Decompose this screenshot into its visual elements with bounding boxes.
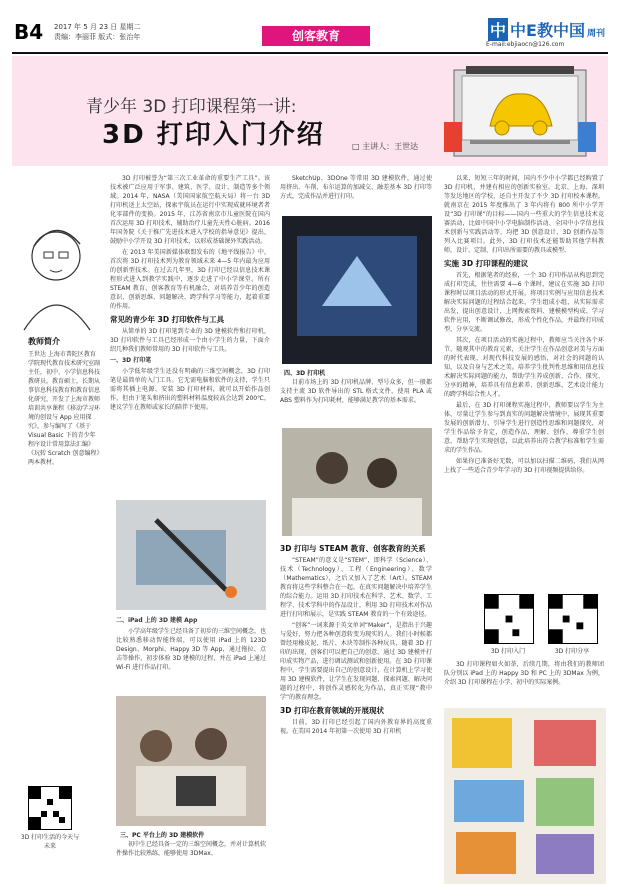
lecturer-line: □ 主讲人：王世达 [352, 142, 419, 151]
paragraph: 3D 打印课程如火如荼，后续几期，将由我们的教师团队分别以 iPad 上的 Happy 3D 和 PC 上的 3DMax 为例，介绍 3D 打印课程在小学、初中的实际案例。 [444, 661, 604, 686]
article-title: 3D 打印入门介绍 [102, 120, 325, 150]
paragraph: 首先，根据笔者的经验，一个 3D 打印作品从构思到完成打印完成，往往需要 4—6 个课时，建议在实施 3D 打印课程时以项目活动的形式开展，将项目实例与应用信息技术解决实际问题的过程结合起来，学生组成小组，从实际需求出发，提出创意设计，上网搜索资料、建模模型构成、学习软件应用，不断调试修改，形成个性化作品，并最终打印成型、分享交流。 [444, 272, 604, 333]
logo-side: 周刊 [586, 29, 605, 39]
page-number: B4 [14, 20, 44, 44]
printer-section [280, 378, 432, 424]
section-badge: 创客教育 [262, 26, 370, 46]
pc-section-text: 初中生已经具备一定的三维空间概念，并对计算机软件操作比较熟练，能够使用 3DMax、 [116, 841, 266, 857]
section-heading: 3D 打印与 STEAM 教育、创客教育的关系 [280, 544, 426, 553]
figure-caption: 三、PC 平台上的 3D 建模软件 [120, 832, 205, 839]
article-column-2-top [280, 174, 432, 214]
paragraph: 如果你已准备好无数，可以加以扫描二维码，我们从网上找了一些适合青少年学习的 3D 打印视频提供给你。 [444, 458, 604, 474]
student-works-photo [444, 708, 606, 884]
article-subtitle: 青少年 3D 打印课程第一讲: [86, 97, 297, 117]
classroom-photo [116, 696, 266, 826]
article-column-2 [280, 540, 432, 880]
qr-caption: 3D 打印入门 [490, 648, 526, 655]
teacher-intro-heading: 教师简介 [28, 337, 60, 346]
paragraph: 目前市场上的 3D 打印机品牌、型号众多，但一般都支持主流 3D 软件导出的 STL 格式文件，使用 PLA 或 ABS 塑料作为打印耗材，能够满足教学的基本需求。 [280, 379, 432, 404]
subheading: 二、iPad 上的 3D 建模 App [116, 617, 198, 624]
paragraph: 从简单的 3D 打印笔到专业的 3D 建模软件和打印机，3D 打印软件与工具已经形成一个由小学生的力量，下面介绍几种我们教师常用的 3D 打印软件与工具。 [110, 328, 270, 353]
ipad-section [116, 614, 266, 690]
paragraph: 最后，在 3D 打印课程实施过程中，教师要以学生为主体，尽量让学生参与到真实的问题解决情境中，展现其重要发展的创新潜力，引导学生进行创造性思维和问题探究，对学生作品给予肯定，创造作品，理解、创作、尊重学生创意，帮助学生实现创意，以此培养出符合教学标准和学生需求的学生作品。 [444, 402, 604, 454]
3d-pen-photo [116, 500, 266, 610]
paragraph: 小学高年级学生已经具备了初步的三维空间概念，也比较熟悉移动智能终端，可以使用 iPad 上的 123D Design、Morphi、Happy 3D 等 App，通过拖拉、点击等操作，初步体验 3D 建模的过程，并在 iPad 上通过 Wi-Fi 进行作品打印。 [116, 628, 266, 671]
section-heading: 常见的青少年 3D 打印软件与工具 [110, 315, 225, 324]
section-heading: 3D 打印在教育领域的开展现状 [280, 706, 385, 715]
teacher-bio: 王世达 上海市普陀区教育学院现代教育技术研究室副主任，初中、小学信息科技教研员，教育硕士，长期从事信息科技教育和教育信息化研究，开发了上海市教师培训共享课程《移动学习环境的创设与 App 应用探究》，参与编写了《基于 Visual Basic 下的青少年程序设计常用算法汇编》《玩转 Scratch 创意编程》两本教材。 [28, 351, 101, 466]
qr-code-intro[interactable] [484, 594, 534, 644]
paragraph: 以来，短短三年的时间，国内不少中小学都已经购置了 3D 打印机，并建有相应的创新实验室。北京、上海、深圳等发达地区的学校，还自主开发了不少 3D 打印校本课程。就南京在 2015 年度推出了 3 年内将有 800 所中小学开设“3D 打印课”的目标——国内一些重大的学生信息技术竞赛活动，比如中国中小学电脑制作活动、全国中小学信息技术创新与实践活动等，均把 3D 创意设计、3D 创新作品等列入比赛项目。此外，3D 打印技术还能帮助其他学科教师，设计、定制、打印出所需要的教具或模型。 [444, 175, 604, 254]
paragraph: 3D 打印被誉为“第三次工业革命的重要生产工具”。该技术被广泛应用于军事、建筑、医学、设计、制造等多个领域。2014 年，NASA（美国国家航空航天局）将一台 3D 打印机送上太空站，探索宇航员在运行中实现成就环境者者化零部件的变换。2015 年，江苏省南京市儿童医院在国内首次运用 3D 打印技术，辅助治疗儿童先天性心脏病。2016 年国务院《关于推广先进技术进入学校的指导意见》提出，鼓励中小学开设 3D 打印技术，以形成基础课外实践活动。 [110, 175, 270, 245]
paragraph: 目前，3D 打印已经引起了国内外教育界的高度重视。在美国 2014 年初第一次使用 3D 打印机 [280, 719, 432, 735]
logo-mark: 中 [488, 18, 508, 41]
article-column-3 [444, 174, 604, 589]
students-photo [282, 428, 432, 536]
editors-line: 责编：李丽菲 版式：张治年 [54, 33, 141, 41]
3d-software-photo [282, 216, 432, 364]
article-column-1 [110, 174, 270, 500]
qr-code-share[interactable] [548, 594, 598, 644]
qr-caption: 3D 打印生活的今天与未来 [20, 834, 80, 850]
paragraph: “STEAM”的意义是“STEM”，即科学（Science）、技术（Technology）、工程（Engineering）、数学（Mathematics），之后又加入了艺术（Art）。STEAM 教育将这些学科整合在一起，在真实问题解决中培养学生的综合能力。运用 3D 打印技术在科学、艺术、数学、工程学、技术学科中的作品设计，利用 3D 打印技术对作品进行打印和展示，是实践 STEAM 教育的一个有效途径。 [280, 557, 432, 618]
figure-caption: 四、3D 打印机 [284, 370, 326, 377]
closing-paragraph [444, 660, 604, 700]
paragraph: 其次，在项目活动的实施过程中，教师应当关注各个环节，随观其中的教育元素，关注学生在作品创意对美与方面的时代表现，对现代科技发展的感悟，对社会的问题的认知，以及自身与艺术之美。培养学生批判性思维和用信息技术解决实际问题的能力，帮助学生养成创新、合作、探究、分享的精神，培养具有信息素养、创新思维、艺术设计能力的跨学科综合性人才。 [444, 337, 604, 398]
qr-code[interactable] [28, 786, 72, 830]
3d-printer-illustration [440, 62, 600, 162]
logo-text: 中E教中国 [510, 21, 585, 40]
contact-email: E-mail:ebjiaocn@126.com [486, 41, 565, 48]
paragraph: SketchUp、3DOne 等常用 3D 建模软件，通过使用挤出、车削、布尔运算的加减交、融差基本 3D 打印等方式，完成作品并进行打印。 [280, 175, 432, 200]
paragraph: 在 2013 年美国新媒体联盟发布的《地平线报告》中，首次将 3D 打印技术列为教育领域未来 4—5 年内最为应用的创新型技术。在过去几年里，3D 打印已经以信息技术课程形式进入到教学实践中，逐步走进了中小学课堂。所有 STEAM 教育、创客教育等有机融合，对培养青少年的创造意识、创新思维、问题解决、跨学科学习等能力，起着重要的作用。 [110, 249, 270, 310]
issue-date: 2017 年 5 月 23 日 星期二 [54, 23, 141, 31]
section-heading: 实施 3D 打印课程的建议 [444, 259, 529, 268]
publication-logo [488, 18, 605, 41]
subheading: 一、3D 打印笔 [110, 357, 152, 364]
paragraph: “创客”一词来源于英文单词“Maker”，是指出于兴趣与爱好，努力把各种创意转变为现实的人。我们小时候都曾经用橡皮泥、纸片、木块等制作各种玩具，随着 3D 打印的出现，创客们可以把自己的创意，通过 3D 建模并打印成实物产品，进行调试测试和创新使用。在 3D 打印课程中，学生需要提出自己的创意设计，在计算机上学习使用 3D 建模软件，让学生在发现问题、探索问题、解决问题的过程中，将创作灵感转化为作品，真正实现“教中学”的教育理念。 [280, 622, 432, 701]
header-rule [12, 52, 608, 54]
paragraph: 小学低年级学生还没有明确的三维空间概念，3D 打印笔是最简单的入门工具。它无需电脑和软件的支持，学生只需将其插上电源、安装 3D 打印材料，就可以开始作品创作，但由于笔头和挤出的塑料材料温度较高会达到 200℃，建议学生在教师或家长的陪伴下使用。 [110, 368, 270, 411]
qr-caption: 3D 打印分享 [554, 648, 590, 655]
